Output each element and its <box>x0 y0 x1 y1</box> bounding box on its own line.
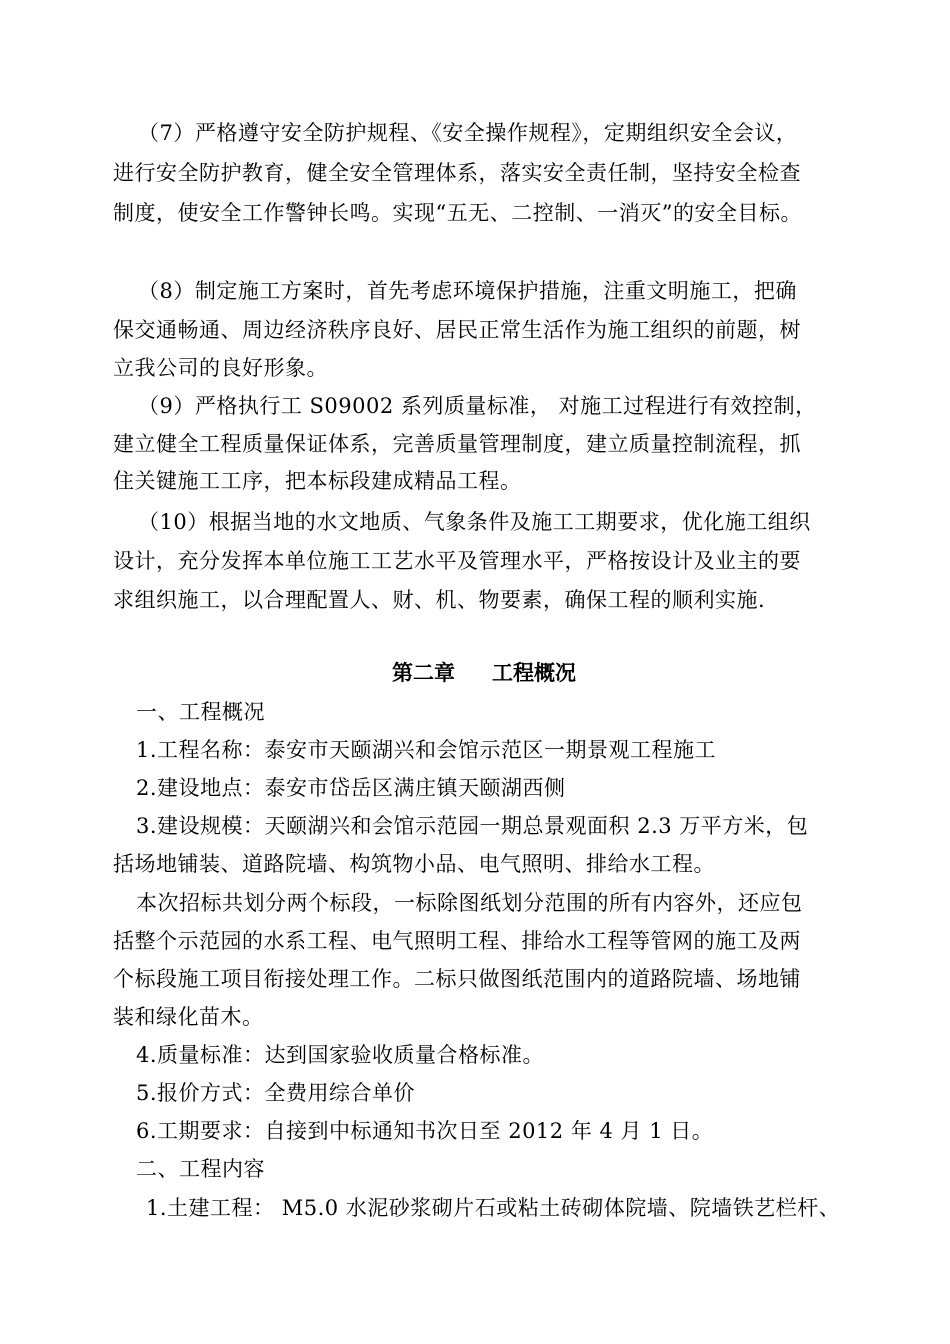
chapter-title: 工程概况 <box>492 660 576 685</box>
para-10-line-2: 设计，充分发挥本单位施工工艺水平及管理水平，严格按设计及业主的要 <box>113 549 801 573</box>
bid-para-line-1: 本次招标共划分两个标段，一标除图纸划分范围的所有内容外，还应包 <box>136 891 803 915</box>
overview-item-6: 6.工期要求：自接到中标通知书次日至 2012 年 4 月 1 日。 <box>136 1119 714 1143</box>
content-item-1: 1.土建工程： M5.0 水泥砂浆砌片石或粘土砖砌体院墙、院墙铁艺栏杆、 <box>146 1196 841 1220</box>
overview-item-2: 2.建设地点：泰安市岱岳区满庄镇天颐湖西侧 <box>136 776 566 800</box>
section-heading-content: 二、工程内容 <box>136 1157 265 1181</box>
para-8-line-1: （8）制定施工方案时，首先考虑环境保护措施，注重文明施工，把确 <box>138 279 797 303</box>
para-10-line-3: 求组织施工，以合理配置人、财、机、物要素，确保工程的顺利实施. <box>113 588 766 612</box>
para-9-line-3: 住关键施工工序，把本标段建成精品工程。 <box>113 469 522 493</box>
section-heading-overview: 一、工程概况 <box>136 700 265 724</box>
overview-item-1: 1.工程名称：泰安市天颐湖兴和会馆示范区一期景观工程施工 <box>136 738 717 762</box>
bid-para-line-3: 个标段施工项目衔接处理工作。二标只做图纸范围内的道路院墙、场地铺 <box>113 967 801 991</box>
para-9-line-2: 建立健全工程质量保证体系，完善质量管理制度，建立质量控制流程，抓 <box>113 432 801 456</box>
para-8-line-2: 保交通畅通、周边经济秩序良好、居民正常生活作为施工组织的前题，树 <box>113 318 801 342</box>
overview-item-3-line-1: 3.建设规模：天颐湖兴和会馆示范园一期总景观面积 2.3 万平方米，包 <box>136 814 809 838</box>
overview-item-5: 5.报价方式：全费用综合单价 <box>136 1081 416 1105</box>
para-7-line-2: 进行安全防护教育，健全安全管理体系，落实安全责任制，坚持安全检查 <box>113 161 801 185</box>
chapter-number: 第二章 <box>392 660 455 685</box>
para-10-line-1: （10）根据当地的水文地质、气象条件及施工工期要求，优化施工组织 <box>138 510 811 534</box>
overview-item-3-line-2: 括场地铺装、道路院墙、构筑物小品、电气照明、排给水工程。 <box>113 852 715 876</box>
para-8-line-3: 立我公司的良好形象。 <box>113 356 328 380</box>
bid-para-line-4: 装和绿化苗木。 <box>113 1005 264 1029</box>
bid-para-line-2: 括整个示范园的水系工程、电气照明工程、排给水工程等管网的施工及两 <box>113 929 801 953</box>
overview-item-4: 4.质量标准：达到国家验收质量合格标准。 <box>136 1043 545 1067</box>
para-9-line-1: （9）严格执行工 S09002 系列质量标准， 对施工过程进行有效控制， <box>138 394 817 418</box>
para-7-line-3: 制度，使安全工作警钟长鸣。实现“五无、二控制、一消灭”的安全目标。 <box>113 201 802 225</box>
para-7-line-1: （7）严格遵守安全防护规程、《安全操作规程》，定期组织安全会议， <box>138 121 798 145</box>
